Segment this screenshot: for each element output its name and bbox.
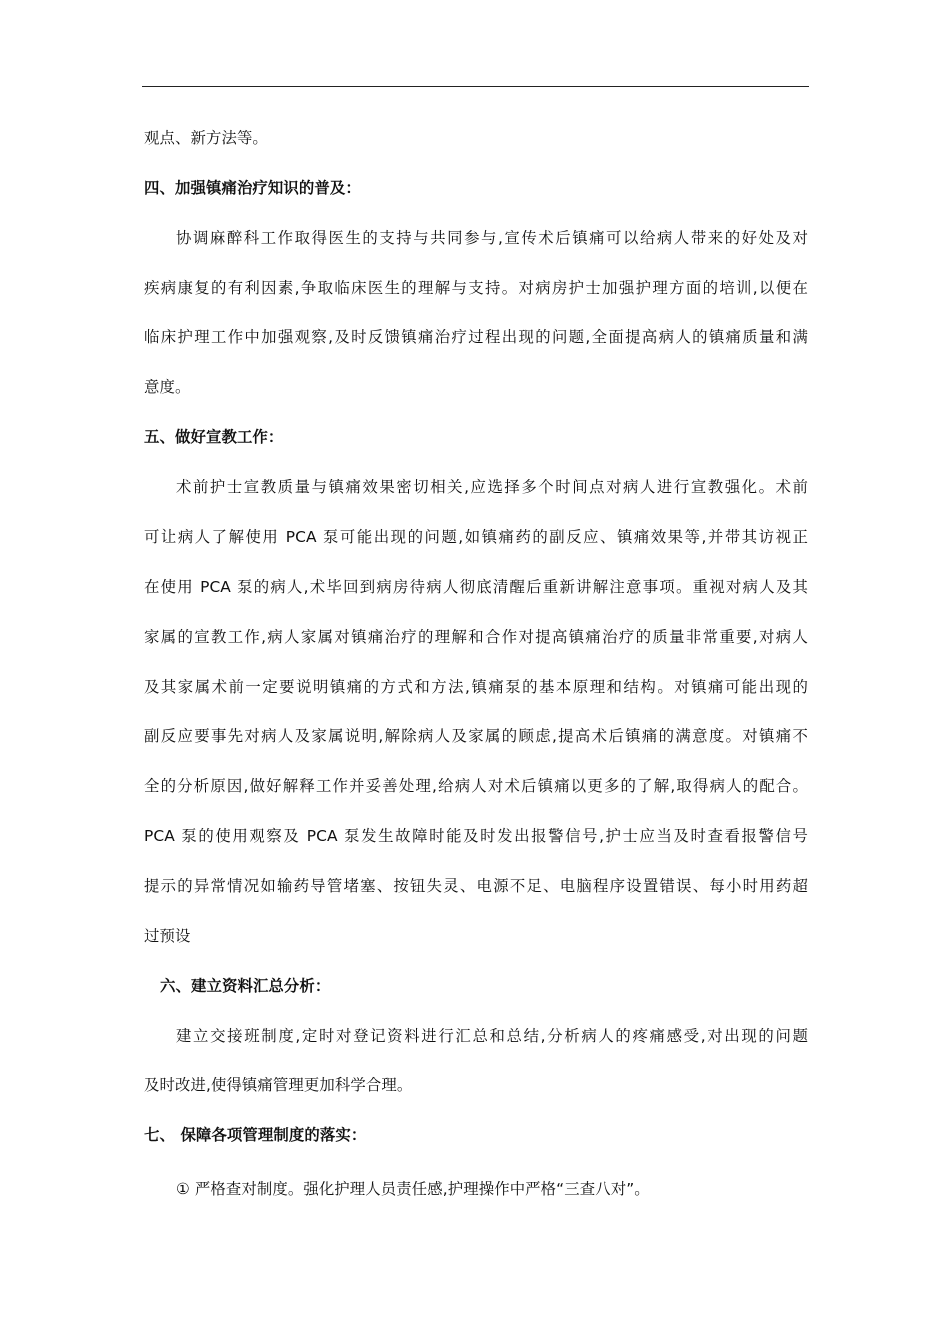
section-5-paragraph-line: 可让病人了解使用 PCA 泵可能出现的问题,如镇痛药的副反应、镇痛效果等,并带其访视正 [144, 528, 808, 546]
section-4-paragraph-line: 临床护理工作中加强观察,及时反馈镇痛治疗过程出现的问题,全面提高病人的镇痛质量和满 [144, 328, 808, 346]
section-5-paragraph-line: 全的分析原因,做好解释工作并妥善处理,给病人对术后镇痛以更多的了解,取得病人的配合。 [144, 777, 808, 795]
section-5-paragraph-line: 家属的宣教工作,病人家属对镇痛治疗的理解和合作对提高镇痛治疗的质量非常重要,对病人 [144, 628, 808, 646]
section-6-paragraph-line: 及时改进,使得镇痛管理更加科学合理。 [144, 1076, 413, 1094]
section-5-paragraph-line: 提示的异常情况如输药导管堵塞、按钮失灵、电源不足、电脑程序设置错误、每小时用药超 [144, 877, 808, 895]
section-heading-5: 五、做好宣教工作： [144, 428, 284, 446]
section-5-paragraph-line: 在使用 PCA 泵的病人,术毕回到病房待病人彻底清醒后重新讲解注意事项。重视对病人及其 [144, 578, 808, 596]
section-6-paragraph-line: 建立交接班制度,定时对登记资料进行汇总和总结,分析病人的疼痛感受,对出现的问题 [176, 1027, 808, 1045]
paragraph-continuation-line: 观点、新方法等。 [144, 129, 268, 147]
section-heading-7: 七、 保障各项管理制度的落实： [144, 1126, 367, 1144]
section-heading-6: 六、建立资料汇总分析： [160, 977, 331, 995]
section-5-paragraph-line: 及其家属术前一定要说明镇痛的方式和方法,镇痛泵的基本原理和结构。对镇痛可能出现的 [144, 678, 808, 696]
header-rule [142, 86, 809, 87]
section-4-paragraph-line: 意度。 [144, 378, 191, 396]
section-heading-4: 四、加强镇痛治疗知识的普及： [144, 179, 361, 197]
numbered-item-1: ① 严格查对制度。强化护理人员责任感,护理操作中严格“三查八对”。 [176, 1180, 650, 1198]
section-5-paragraph-line: PCA 泵的使用观察及 PCA 泵发生故障时能及时发出报警信号,护士应当及时查看报警信号 [144, 827, 808, 845]
section-5-paragraph-line: 副反应要事先对病人及家属说明,解除病人及家属的顾虑,提高术后镇痛的满意度。对镇痛不 [144, 727, 808, 745]
section-5-paragraph-line: 过预设 [144, 927, 191, 945]
section-5-paragraph-line: 术前护士宣教质量与镇痛效果密切相关,应选择多个时间点对病人进行宣教强化。术前 [176, 478, 808, 496]
section-4-paragraph-line: 疾病康复的有利因素,争取临床医生的理解与支持。对病房护士加强护理方面的培训,以便在 [144, 279, 808, 297]
section-4-paragraph-line: 协调麻醉科工作取得医生的支持与共同参与,宣传术后镇痛可以给病人带来的好处及对 [176, 229, 808, 247]
